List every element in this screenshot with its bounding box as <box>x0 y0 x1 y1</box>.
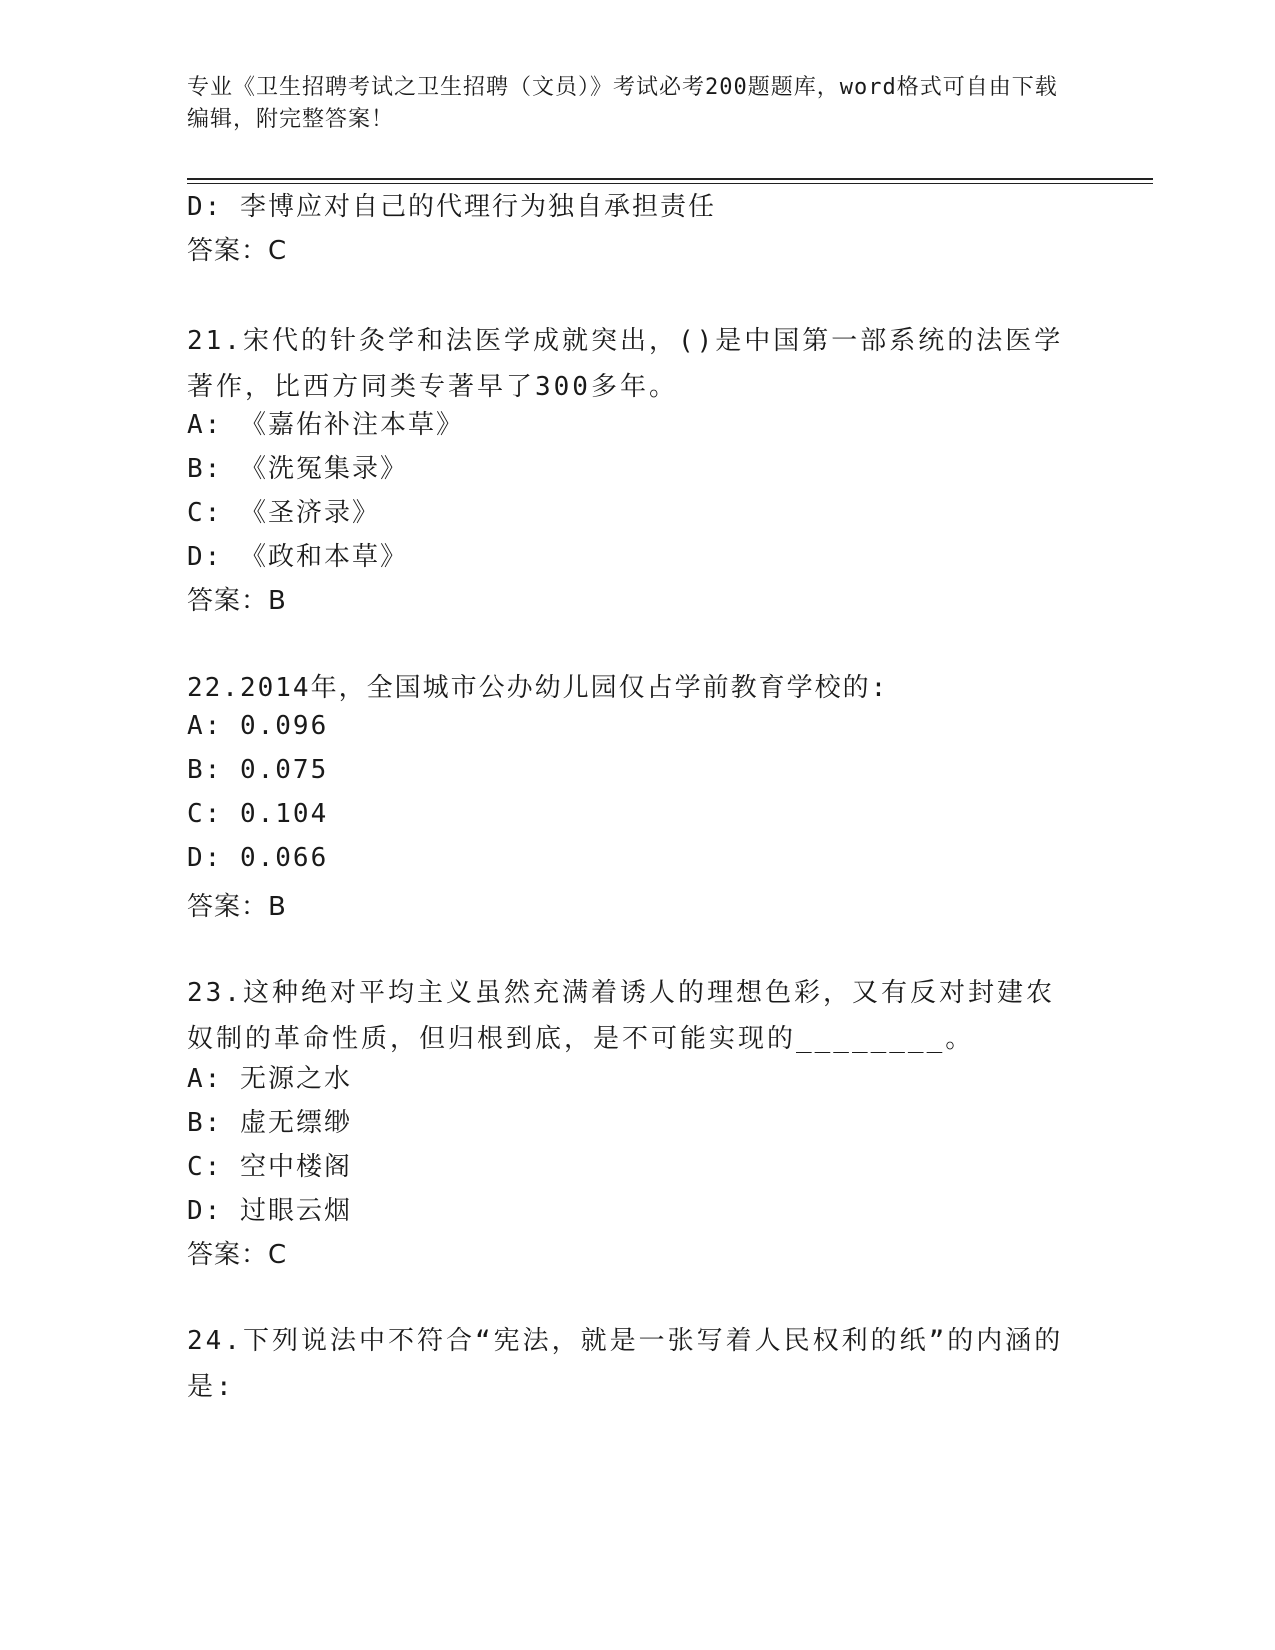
q23-option-c: C: 空中楼阁 <box>187 1152 352 1182</box>
q21-stem: 21.宋代的针灸学和法医学成就突出，()是中国第一部系统的法医学著作，比西方同类专著早了300多年。 <box>187 326 1064 402</box>
q21-answer: 答案：B <box>187 586 287 616</box>
q23-option-b: B: 虚无缥缈 <box>187 1108 352 1138</box>
q21-option-b: B: 《洗冤集录》 <box>187 454 408 484</box>
q23-answer: 答案：C <box>187 1240 288 1270</box>
q21-option-a: A: 《嘉佑补注本草》 <box>187 410 464 440</box>
q22-option-b: B: 0.075 <box>187 755 329 785</box>
q21-option-d: D: 《政和本草》 <box>187 542 408 572</box>
header-rule-thick <box>187 178 1153 180</box>
header-rule-thin <box>187 183 1153 184</box>
q23-stem: 23.这种绝对平均主义虽然充满着诱人的理想色彩，又有反对封建农奴制的革命性质，但归根到底，是不可能实现的________。 <box>187 978 1055 1054</box>
q22-option-a: A: 0.096 <box>187 711 329 741</box>
q24-stem: 24.下列说法中不符合“宪法，就是一张写着人民权利的纸”的内涵的是: <box>187 1326 1064 1402</box>
q22-option-d: D: 0.066 <box>187 843 329 873</box>
q23-option-a: A: 无源之水 <box>187 1064 352 1094</box>
q23-option-d: D: 过眼云烟 <box>187 1196 352 1226</box>
q22-option-c: C: 0.104 <box>187 799 329 829</box>
document-header: 专业《卫生招聘考试之卫生招聘（文员）》考试必考200题题库，word格式可自由下载编辑，附完整答案！ <box>187 75 1058 132</box>
q22-stem: 22.2014年，全国城市公办幼儿园仅占学前教育学校的: <box>187 673 889 703</box>
q21-option-c: C: 《圣济录》 <box>187 498 380 528</box>
prev-answer: 答案：C <box>187 236 288 266</box>
q22-answer: 答案：B <box>187 892 287 922</box>
prev-option-d: D: 李博应对自己的代理行为独自承担责任 <box>187 192 716 222</box>
